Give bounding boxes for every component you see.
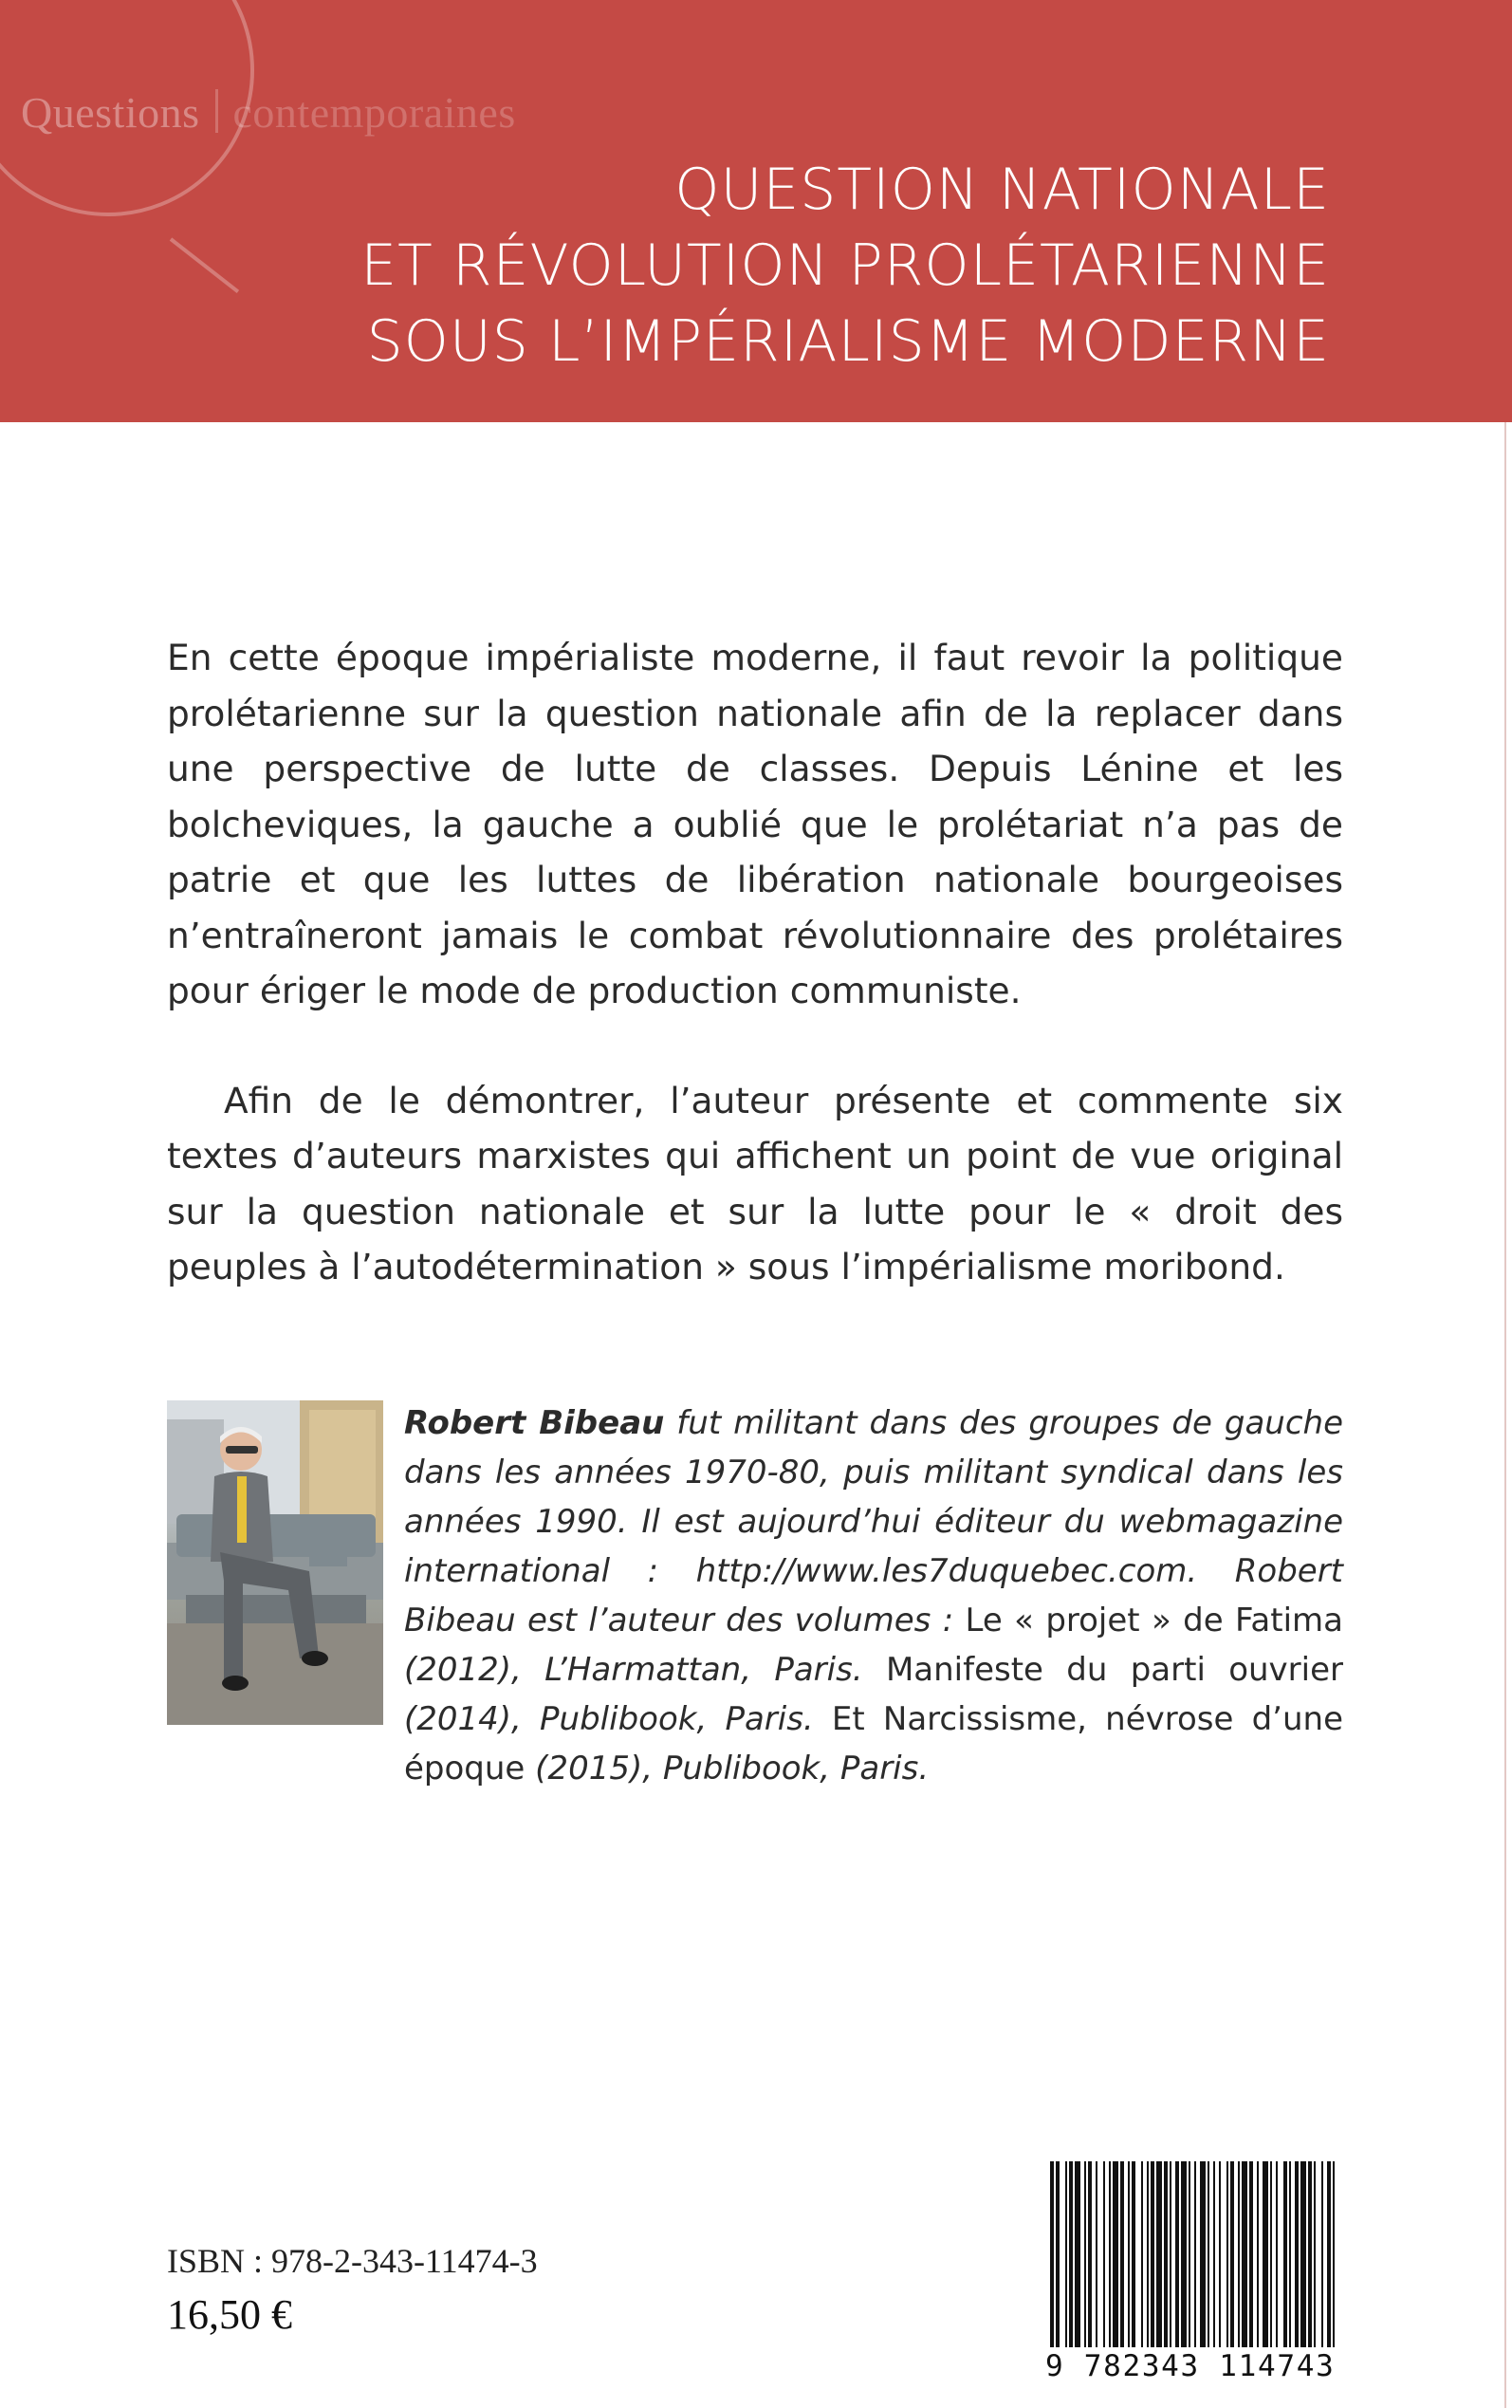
barcode-bar xyxy=(1289,2161,1291,2347)
barcode-bar xyxy=(1069,2161,1073,2347)
book-1-title: Le « projet » de Fatima xyxy=(965,1602,1344,1639)
barcode-bar xyxy=(1096,2161,1097,2347)
barcode-bar xyxy=(1230,2161,1234,2347)
barcode-bar xyxy=(1156,2161,1162,2347)
isbn: ISBN : 978-2-343-11474-3 xyxy=(167,2242,538,2280)
barcode-bar xyxy=(1181,2161,1187,2347)
author-bio-text: fut militant dans des groupes de gauche dans les années 1970-80, puis militant syndical dans les années 1990. Il est aujourd’hui éditeur du webmagazine international : http://www.les7duquebec.com. Robert Bibeau est l’auteur des volumes : xyxy=(404,1404,1343,1639)
barcode-bar xyxy=(1308,2161,1312,2347)
book-2-publisher: (2014), Publibook, Paris. xyxy=(404,1700,832,1738)
book-1-publisher: (2012), L’Harmattan, Paris. xyxy=(404,1651,886,1689)
barcode-bar xyxy=(1219,2161,1221,2347)
book-2-title: Manifeste du parti ouvrier xyxy=(885,1651,1343,1689)
book-3-publisher: (2015), Publibook, Paris. xyxy=(525,1750,930,1787)
book-title-line-1: QUESTION NATIONALE xyxy=(674,157,1330,223)
author-name: Robert Bibeau xyxy=(404,1404,665,1442)
barcode-bar xyxy=(1249,2161,1253,2347)
spine-edge-line xyxy=(1504,422,1506,2408)
cover-header xyxy=(0,0,1512,422)
series-q-logo-tail xyxy=(170,237,239,293)
barcode-bar xyxy=(1128,2161,1130,2347)
summary-paragraph-1: En cette époque impérialiste moderne, il faut revoir la politique prolétarienne sur la question nationale afin de la replacer dans une perspective de lutte de classes. Depuis Lénine et les bolcheviques, la gauche a oublié que le prolétariat n’a pas de patrie et que les luttes de libération nationale bourgeoises n’entraîneront jamais le combat révolutionnaire des prolétaires pour ériger le mode de production communiste. xyxy=(167,637,1343,1011)
series-separator xyxy=(215,89,218,133)
book-title-line-2: ET RÉVOLUTION PROLÉTARIENNE xyxy=(360,232,1330,299)
barcode-bar xyxy=(1151,2161,1154,2347)
barcode-bar xyxy=(1113,2161,1118,2347)
barcode-bar xyxy=(1050,2161,1054,2347)
barcode-icon xyxy=(1046,2161,1342,2347)
series-name-first: Questions xyxy=(21,88,200,137)
barcode-bar xyxy=(1147,2161,1149,2347)
barcode-bar xyxy=(1103,2161,1105,2347)
barcode-bar xyxy=(1084,2161,1086,2347)
book-summary xyxy=(167,630,1343,1295)
barcode-bar xyxy=(1120,2161,1124,2347)
book-title xyxy=(360,152,1330,380)
barcode-bar xyxy=(1200,2161,1206,2347)
barcode-bar xyxy=(1088,2161,1092,2347)
barcode-bar xyxy=(1056,2161,1060,2347)
barcode-bar xyxy=(1283,2161,1287,2347)
barcode-bar xyxy=(1300,2161,1306,2347)
barcode-bar xyxy=(1270,2161,1272,2347)
barcode-bar xyxy=(1194,2161,1196,2347)
barcode-bar xyxy=(1109,2161,1111,2347)
barcode-bar xyxy=(1189,2161,1190,2347)
summary-paragraph-2: Afin de le démontrer, l’auteur présente et commente six textes d’auteurs marxistes qui affichent un point de vue original sur la question nationale et sur la lutte pour le « droit des peuples à l’autodétermination » sous l’impérialisme moribond. xyxy=(167,1079,1343,1287)
author-bio xyxy=(404,1398,1343,1793)
barcode-bar xyxy=(1242,2161,1247,2347)
author-photo xyxy=(167,1400,383,1725)
barcode-bar xyxy=(1175,2161,1179,2347)
price: 16,50 € xyxy=(167,2291,292,2338)
barcode-bar xyxy=(1226,2161,1228,2347)
barcode-bar xyxy=(1132,2161,1135,2347)
barcode xyxy=(1046,2161,1342,2347)
barcode-bar xyxy=(1238,2161,1240,2347)
barcode-digits: 9 782343 114743 xyxy=(1045,2349,1336,2383)
barcode-bar xyxy=(1295,2161,1299,2347)
barcode-bar xyxy=(1321,2161,1323,2347)
book-title-line-3: SOUS L’IMPÉRIALISME MODERNE xyxy=(366,308,1330,375)
barcode-bar xyxy=(1164,2161,1168,2347)
barcode-bar xyxy=(1327,2161,1331,2347)
barcode-bar xyxy=(1208,2161,1209,2347)
barcode-bar xyxy=(1170,2161,1171,2347)
barcode-bar xyxy=(1276,2161,1278,2347)
barcode-bar xyxy=(1141,2161,1143,2347)
barcode-bar xyxy=(1213,2161,1215,2347)
book-3-title: Et Narcissisme, névrose d’une époque xyxy=(404,1700,1343,1787)
barcode-bar xyxy=(1314,2161,1316,2347)
author-portrait-icon xyxy=(167,1400,383,1725)
barcode-bar xyxy=(1263,2161,1268,2347)
series-name xyxy=(21,87,516,138)
barcode-bar xyxy=(1065,2161,1067,2347)
barcode-bar xyxy=(1333,2161,1335,2347)
barcode-bar xyxy=(1257,2161,1259,2347)
barcode-bar xyxy=(1075,2161,1080,2347)
series-name-second: contemporaines xyxy=(232,88,516,137)
